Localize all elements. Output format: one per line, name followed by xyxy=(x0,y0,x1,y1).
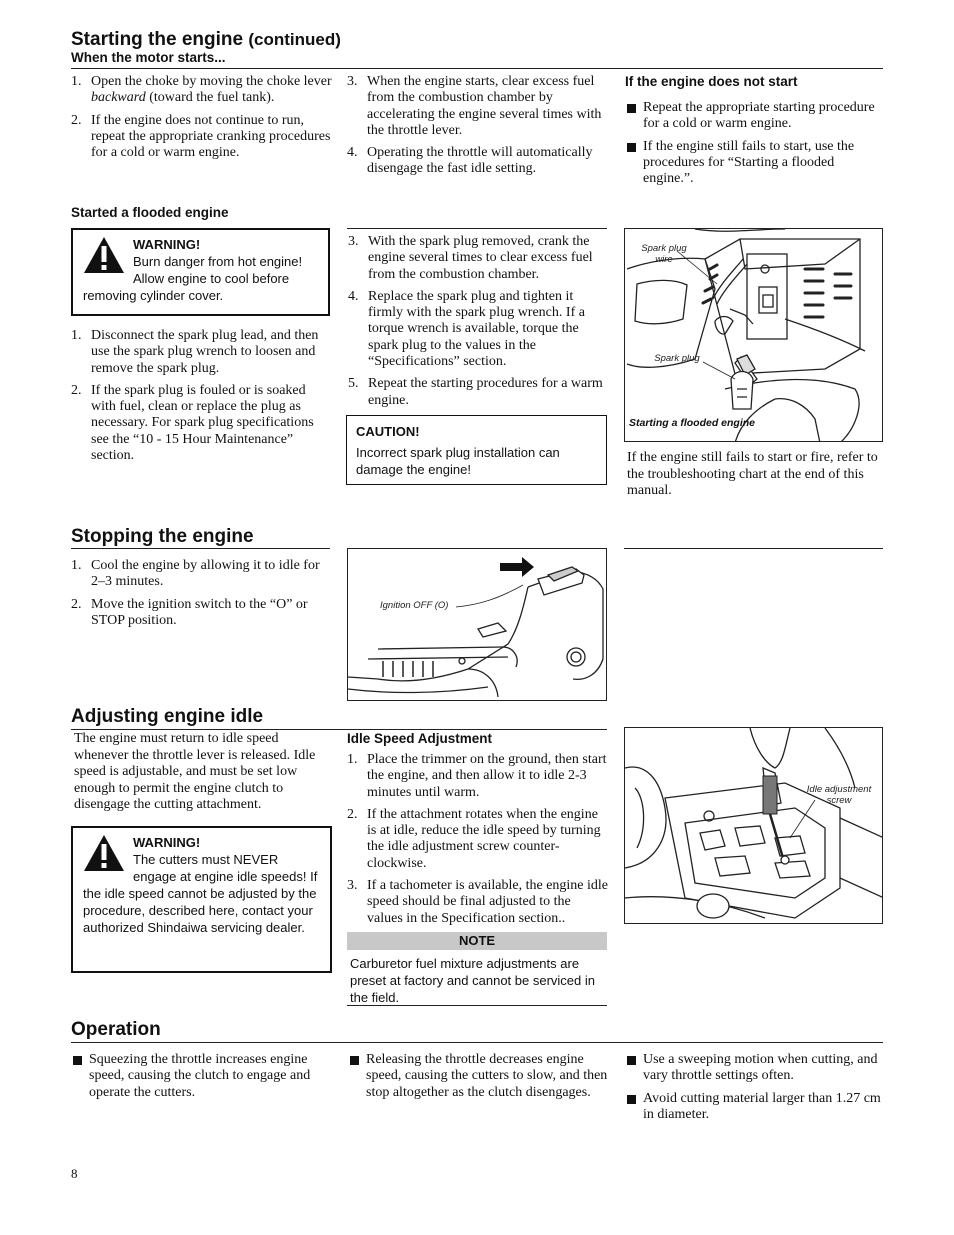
warning-text: Burn danger from hot engine! Allow engine to cool before removing cylinder cover. xyxy=(83,254,303,303)
warning-text: The cutters must NEVER engage at engine idle speeds! If the idle speed cannot be adjusted by the procedure, described here, contact your authorized Shindaiwa servicing dealer. xyxy=(83,852,318,935)
step-item: 5. Repeat the starting procedures for a warm engine. xyxy=(348,376,603,408)
after-figure-text: If the engine still fails to start or fire, refer to the troubleshooting chart at the end of this manual. xyxy=(627,450,878,498)
burn-warning-box xyxy=(71,228,330,316)
title-text: Starting the engine xyxy=(71,29,244,50)
caution-title: CAUTION! xyxy=(356,424,420,439)
list-item: Repeat the appropriate starting procedure for a cold or warm engine. xyxy=(625,100,881,133)
spark-plug-label: Spark plug xyxy=(654,353,700,364)
step-item: 4. Replace the spark plug and tighten it firmly with the spark plug wrench. If a torque wrench is available, torque the spark plug to the values in the “Specifications” section. xyxy=(348,288,585,370)
idle-screw-label: Idle adjustment screw xyxy=(806,784,872,806)
step-item: 1. Open the choke by moving the choke lever backward (toward the fuel tank). xyxy=(71,74,332,106)
not-start-list xyxy=(625,100,881,193)
caution-text: Incorrect spark plug installation can damage the engine! xyxy=(356,445,560,477)
carburetor-screwdriver-illustration xyxy=(625,728,883,924)
stopping-steps xyxy=(71,558,333,635)
warning-title: WARNING! xyxy=(133,835,201,850)
step-item: 1. Cool the engine by allowing it to idle for 2–3 minutes. xyxy=(71,558,320,590)
operation-col3 xyxy=(625,1052,883,1129)
step-item: 3. When the engine starts, clear excess fuel from the combustion chamber by accelerating the engine several times with the throttle lever. xyxy=(347,74,602,138)
spark-plug-wire-label: Spark plug wire xyxy=(641,243,687,265)
figure-caption: Starting a flooded engine xyxy=(629,417,756,429)
note-text: Carburetor fuel mixture adjustments are preset at factory and cannot be serviced in the field. xyxy=(350,956,595,1005)
warning-triangle-icon xyxy=(83,834,125,872)
flooded-col2 xyxy=(348,234,608,415)
idle-intro: The engine must return to idle speed whenever the throttle lever is released. Idle speed is adjustable, and must be set low enough to permit the engine clutch to disengage the cutting attachment. xyxy=(74,731,316,813)
stopping-heading: Stopping the engine xyxy=(71,526,254,547)
idle-rule xyxy=(71,729,607,730)
ignition-figure xyxy=(347,548,607,701)
note-title: NOTE xyxy=(347,932,607,950)
stopping-rule-right xyxy=(624,548,883,549)
header-rule xyxy=(71,68,883,69)
step-item: 1. Place the trimmer on the ground, then start the engine, and then allow it to idle 2-3 minutes until warm. xyxy=(347,752,607,800)
operation-col1 xyxy=(71,1052,333,1107)
cutters-warning-box xyxy=(71,826,332,973)
flooded-col1 xyxy=(71,328,333,470)
list-item: Use a sweeping motion when cutting, and vary throttle settings often. xyxy=(625,1052,883,1085)
warning-title: WARNING! xyxy=(133,237,201,252)
spark-plug-figure xyxy=(624,228,883,442)
idle-speed-subheading: Idle Speed Adjustment xyxy=(347,731,493,746)
title-suffix: (continued) xyxy=(248,30,341,49)
list-item: If the engine still fails to start, use the procedures for “Starting a flooded engine.”. xyxy=(625,139,881,188)
operation-col2 xyxy=(348,1052,610,1107)
section-subtitle: When the motor starts... xyxy=(71,50,226,65)
list-item: Releasing the throttle decreases engine speed, causing the cutters to slow, and then stop altogether as the clutch disengages. xyxy=(348,1052,610,1101)
warning-triangle-icon xyxy=(83,236,125,274)
not-start-heading: If the engine does not start xyxy=(625,74,798,89)
motor-starts-col2 xyxy=(347,74,609,184)
flooded-heading: Started a flooded engine xyxy=(71,205,229,220)
idle-adjust-figure xyxy=(624,727,883,924)
step-item: 3. If a tachometer is available, the engine idle speed should be final adjusted to the values in the Specification section.. xyxy=(347,878,609,926)
throttle-handle-illustration xyxy=(348,549,607,701)
stopping-rule xyxy=(71,548,330,549)
caution-box xyxy=(346,415,607,485)
page-title xyxy=(71,29,341,51)
step-item: 3. With the spark plug removed, crank the engine several times to clear excess fuel from the combustion chamber. xyxy=(348,234,593,282)
flooded-col2-rule xyxy=(347,228,607,229)
step-item: 1. Disconnect the spark plug lead, and then use the spark plug wrench to loosen and remove the spark plug. xyxy=(71,328,319,376)
step-item: 2. If the attachment rotates when the engine is at idle, reduce the idle speed by turning the idle adjustment screw counter-clockwise. xyxy=(347,806,601,871)
idle-heading: Adjusting engine idle xyxy=(71,706,264,727)
step-item: 2. Move the ignition switch to the “O” or STOP position. xyxy=(71,596,308,628)
list-item: Squeezing the throttle increases engine speed, causing the clutch to engage and operate the cutters. xyxy=(71,1052,333,1101)
step-item: 4. Operating the throttle will automatically disengage the fast idle setting. xyxy=(347,145,593,177)
page-number: 8 xyxy=(71,1166,78,1181)
operation-rule xyxy=(71,1042,883,1043)
operation-heading: Operation xyxy=(71,1019,161,1040)
motor-starts-col1 xyxy=(71,74,333,167)
list-item: Avoid cutting material larger than 1.27 cm in diameter. xyxy=(625,1091,883,1124)
arrow-right-icon xyxy=(500,557,534,577)
step-item: 2. If the engine does not continue to run, repeat the appropriate cranking procedures for a cold or warm engine. xyxy=(71,112,331,161)
step-item: 2. If the spark plug is fouled or is soaked with fuel, clean or replace the plug as necessary. For spark plug specifications see the “10 - 15 Hour Maintenance” section. xyxy=(71,382,314,464)
note-rule xyxy=(347,1005,607,1006)
idle-steps xyxy=(347,752,609,933)
ignition-off-label: Ignition OFF (O) xyxy=(380,600,449,611)
